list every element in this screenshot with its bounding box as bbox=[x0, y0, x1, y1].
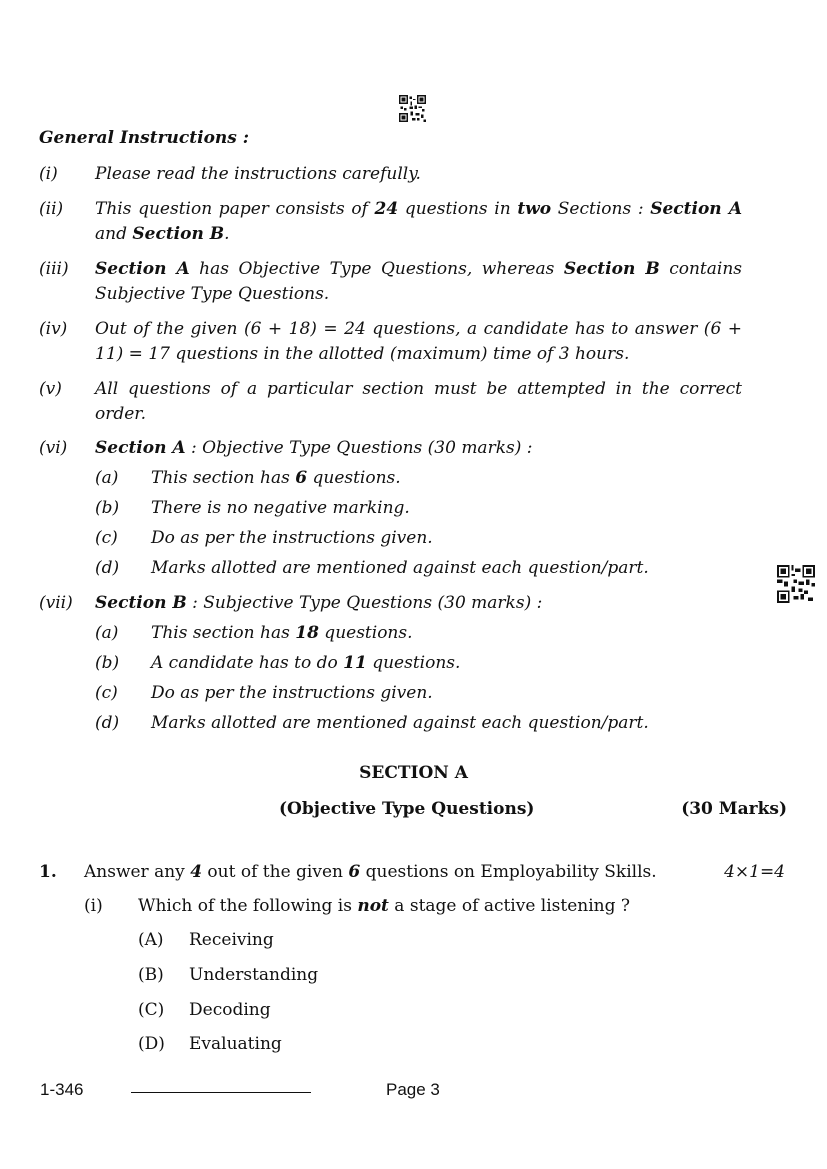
option-text: Understanding bbox=[189, 965, 319, 985]
footer-code: 1-346 bbox=[40, 1080, 84, 1099]
sub-instruction-item bbox=[95, 556, 695, 581]
instruction-number: (ii) bbox=[39, 199, 64, 219]
option-text: Receiving bbox=[189, 930, 274, 950]
sub-question-number: (i) bbox=[84, 896, 103, 916]
sub-instruction-text: Marks allotted are mentioned against each question/part. bbox=[151, 558, 649, 578]
sub-instruction-item bbox=[95, 681, 695, 706]
instruction-text: This question paper consists of 24 questions in two Sections : Section A and Section B. bbox=[95, 199, 743, 244]
instruction-item bbox=[39, 436, 742, 461]
section-marks: (30 Marks) bbox=[681, 799, 787, 819]
sub-instruction-number: (a) bbox=[95, 468, 119, 488]
sub-instruction-number: (b) bbox=[95, 653, 120, 673]
instruction-item bbox=[39, 317, 742, 367]
sub-instruction-text: This section has 6 questions. bbox=[151, 468, 401, 488]
page-number: Page 3 bbox=[386, 1080, 440, 1099]
instruction-text: Section B : Subjective Type Questions (30 marks) : bbox=[95, 593, 543, 613]
general-instructions-heading: General Instructions : bbox=[39, 128, 250, 148]
sub-instruction-text: This section has 18 questions. bbox=[151, 623, 413, 643]
option-a bbox=[138, 930, 274, 950]
sub-instruction-item bbox=[95, 651, 695, 676]
sub-instruction-number: (b) bbox=[95, 498, 120, 518]
sub-instruction-number: (c) bbox=[95, 528, 118, 548]
instruction-text: Out of the given (6 + 18) = 24 questions, a candidate has to answer (6 + 11) = 17 questions in the allotted (maximum) time of 3 hours. bbox=[95, 319, 742, 364]
sub-instruction-number: (d) bbox=[95, 558, 120, 578]
instruction-item bbox=[39, 197, 742, 247]
instruction-text: Section A : Objective Type Questions (30 marks) : bbox=[95, 438, 533, 458]
sub-instruction-item bbox=[95, 496, 695, 521]
option-label: (B) bbox=[138, 965, 164, 985]
option-label: (A) bbox=[138, 930, 164, 950]
sub-instruction-item bbox=[95, 466, 695, 491]
question-number: 1. bbox=[39, 862, 57, 882]
sub-instruction-item bbox=[95, 711, 695, 736]
instruction-item bbox=[39, 591, 742, 616]
instruction-text: Please read the instructions carefully. bbox=[95, 164, 421, 184]
instruction-number: (iii) bbox=[39, 259, 69, 279]
instruction-text: Section A has Objective Type Questions, whereas Section B contains Subjective Type Questions. bbox=[95, 259, 742, 304]
sub-instruction-number: (a) bbox=[95, 623, 119, 643]
sub-instruction-number: (d) bbox=[95, 713, 120, 733]
sub-question-text: Which of the following is not a stage of active listening ? bbox=[138, 896, 631, 916]
section-title: SECTION A bbox=[359, 763, 468, 783]
question-marks: 4×1=4 bbox=[724, 862, 785, 882]
instruction-item bbox=[39, 162, 742, 187]
instruction-item bbox=[39, 377, 742, 427]
sub-instruction-text: There is no negative marking. bbox=[151, 498, 410, 518]
instruction-number: (vii) bbox=[39, 593, 73, 613]
option-c bbox=[138, 1000, 271, 1020]
sub-instruction-text: Marks allotted are mentioned against each question/part. bbox=[151, 713, 649, 733]
sub-instruction-text: A candidate has to do 11 questions. bbox=[151, 653, 461, 673]
footer-divider bbox=[131, 1092, 311, 1093]
option-text: Evaluating bbox=[189, 1034, 282, 1054]
instruction-number: (vi) bbox=[39, 438, 68, 458]
sub-instruction-text: Do as per the instructions given. bbox=[151, 528, 433, 548]
sub-instruction-item bbox=[95, 621, 695, 646]
qr-code-icon bbox=[776, 565, 816, 603]
instruction-number: (v) bbox=[39, 379, 62, 399]
option-text: Decoding bbox=[189, 1000, 271, 1020]
sub-instruction-text: Do as per the instructions given. bbox=[151, 683, 433, 703]
question-text: Answer any 4 out of the given 6 questions on Employability Skills. bbox=[84, 862, 657, 882]
section-subtitle: (Objective Type Questions) bbox=[279, 799, 535, 819]
sub-instruction-number: (c) bbox=[95, 683, 118, 703]
instruction-number: (i) bbox=[39, 164, 58, 184]
option-label: (D) bbox=[138, 1034, 165, 1054]
instruction-item bbox=[39, 257, 742, 307]
option-d bbox=[138, 1034, 282, 1054]
qr-code-icon bbox=[398, 95, 427, 122]
instruction-text: All questions of a particular section must be attempted in the correct order. bbox=[95, 379, 742, 424]
option-label: (C) bbox=[138, 1000, 165, 1020]
sub-instruction-item bbox=[95, 526, 695, 551]
option-b bbox=[138, 965, 318, 985]
instruction-number: (iv) bbox=[39, 319, 68, 339]
